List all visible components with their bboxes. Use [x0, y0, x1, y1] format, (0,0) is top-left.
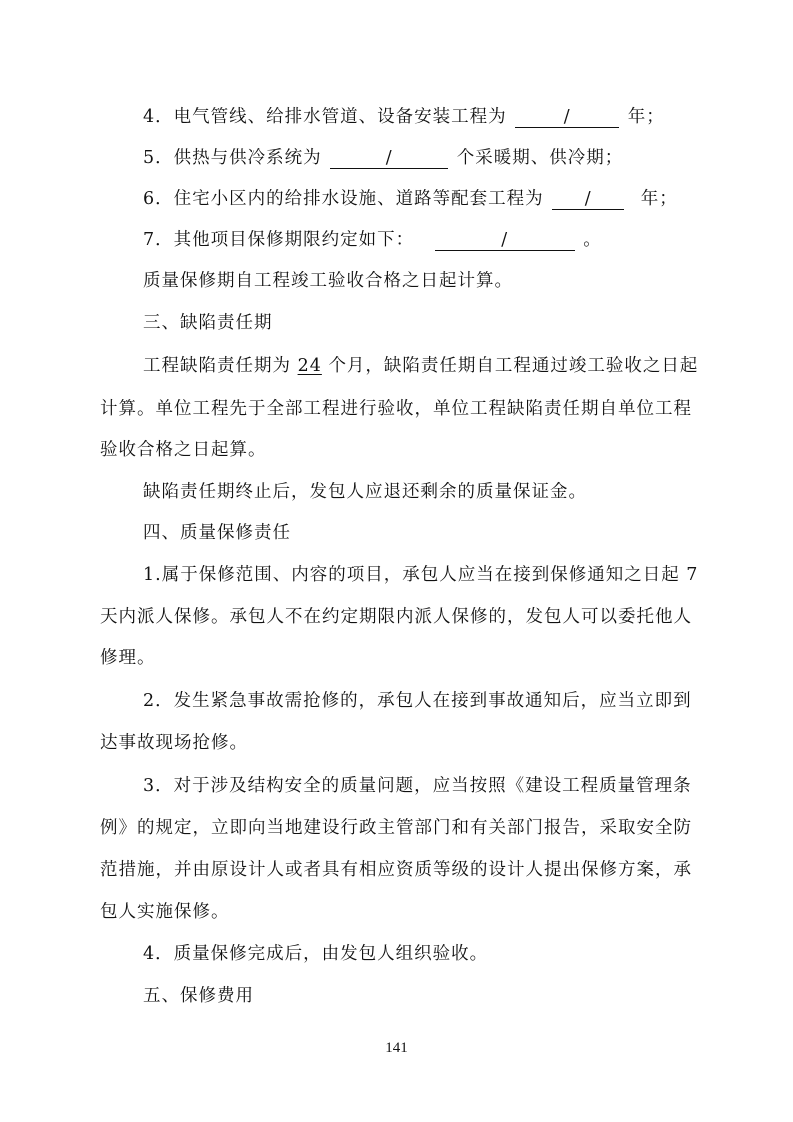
- clause-text: 7．其他项目保修期限约定如下：: [143, 230, 415, 250]
- paragraph-line: 验收合格之日起算。: [100, 440, 267, 460]
- clause-electrical-pipelines: [143, 105, 665, 129]
- paragraph-line: 例》的规定，立即向当地建设行政主管部门和有关部门报告，采取安全防: [100, 818, 692, 838]
- paragraph-acceptance: 4．质量保修完成后，由发包人组织验收。: [143, 944, 489, 964]
- clause-text: 5．供热与供冷系统为: [143, 148, 322, 168]
- clause-text: 年；: [627, 107, 665, 127]
- fill-blank: /: [552, 189, 624, 210]
- fill-blank: /: [435, 230, 575, 251]
- paragraph-line: 修理。: [100, 648, 156, 668]
- clause-text: 个月，缺陷责任期自工程通过竣工验收之日起: [328, 356, 699, 376]
- section-heading-warranty-duty: 四、质量保修责任: [143, 523, 291, 543]
- paragraph-line: 天内派人保修。承包人不在约定期限内派人保修的，发包人可以委托他人: [100, 607, 692, 627]
- clause-text: 。: [583, 230, 602, 250]
- fill-blank: /: [515, 107, 619, 128]
- paragraph-line: 2．发生紧急事故需抢修的，承包人在接到事故通知后，应当立即到: [143, 691, 692, 711]
- page-number: 141: [385, 1040, 408, 1056]
- paragraph-line: 包人实施保修。: [100, 902, 230, 922]
- section-heading-defect-period: 三、缺陷责任期: [143, 313, 273, 333]
- clause-residential-facilities: [143, 187, 678, 211]
- paragraph-line: 范措施，并由原设计人或者具有相应资质等级的设计人提出保修方案，承: [100, 860, 692, 880]
- clause-other-items: [143, 228, 602, 252]
- paragraph-defect-period: [143, 354, 698, 378]
- defect-months-value: 24: [297, 356, 322, 376]
- paragraph-line: 达事故现场抢修。: [100, 733, 248, 753]
- clause-text: 6．住宅小区内的给排水设施、道路等配套工程为: [143, 189, 544, 209]
- clause-text: 工程缺陷责任期为: [143, 356, 291, 376]
- paragraph-deposit-return: 缺陷责任期终止后，发包人应退还剩余的质量保证金。: [143, 482, 587, 502]
- clause-text: 4．电气管线、给排水管道、设备安装工程为: [143, 107, 507, 127]
- section-heading-warranty-cost: 五、保修费用: [143, 986, 254, 1006]
- clause-text: 个采暖期、供冷期；: [456, 148, 624, 168]
- clause-text: 年；: [640, 189, 678, 209]
- paragraph-line: 1.属于保修范围、内容的项目，承包人应当在接到保修通知之日起 7: [143, 565, 699, 585]
- clause-heating-cooling: [143, 146, 623, 170]
- paragraph-line: 3．对于涉及结构安全的质量问题，应当按照《建设工程质量管理条: [143, 776, 692, 796]
- paragraph-line: 计算。单位工程先于全部工程进行验收，单位工程缺陷责任期自单位工程: [100, 399, 692, 419]
- fill-blank: /: [330, 148, 448, 169]
- paragraph-warranty-start: 质量保修期自工程竣工验收合格之日起计算。: [143, 271, 513, 291]
